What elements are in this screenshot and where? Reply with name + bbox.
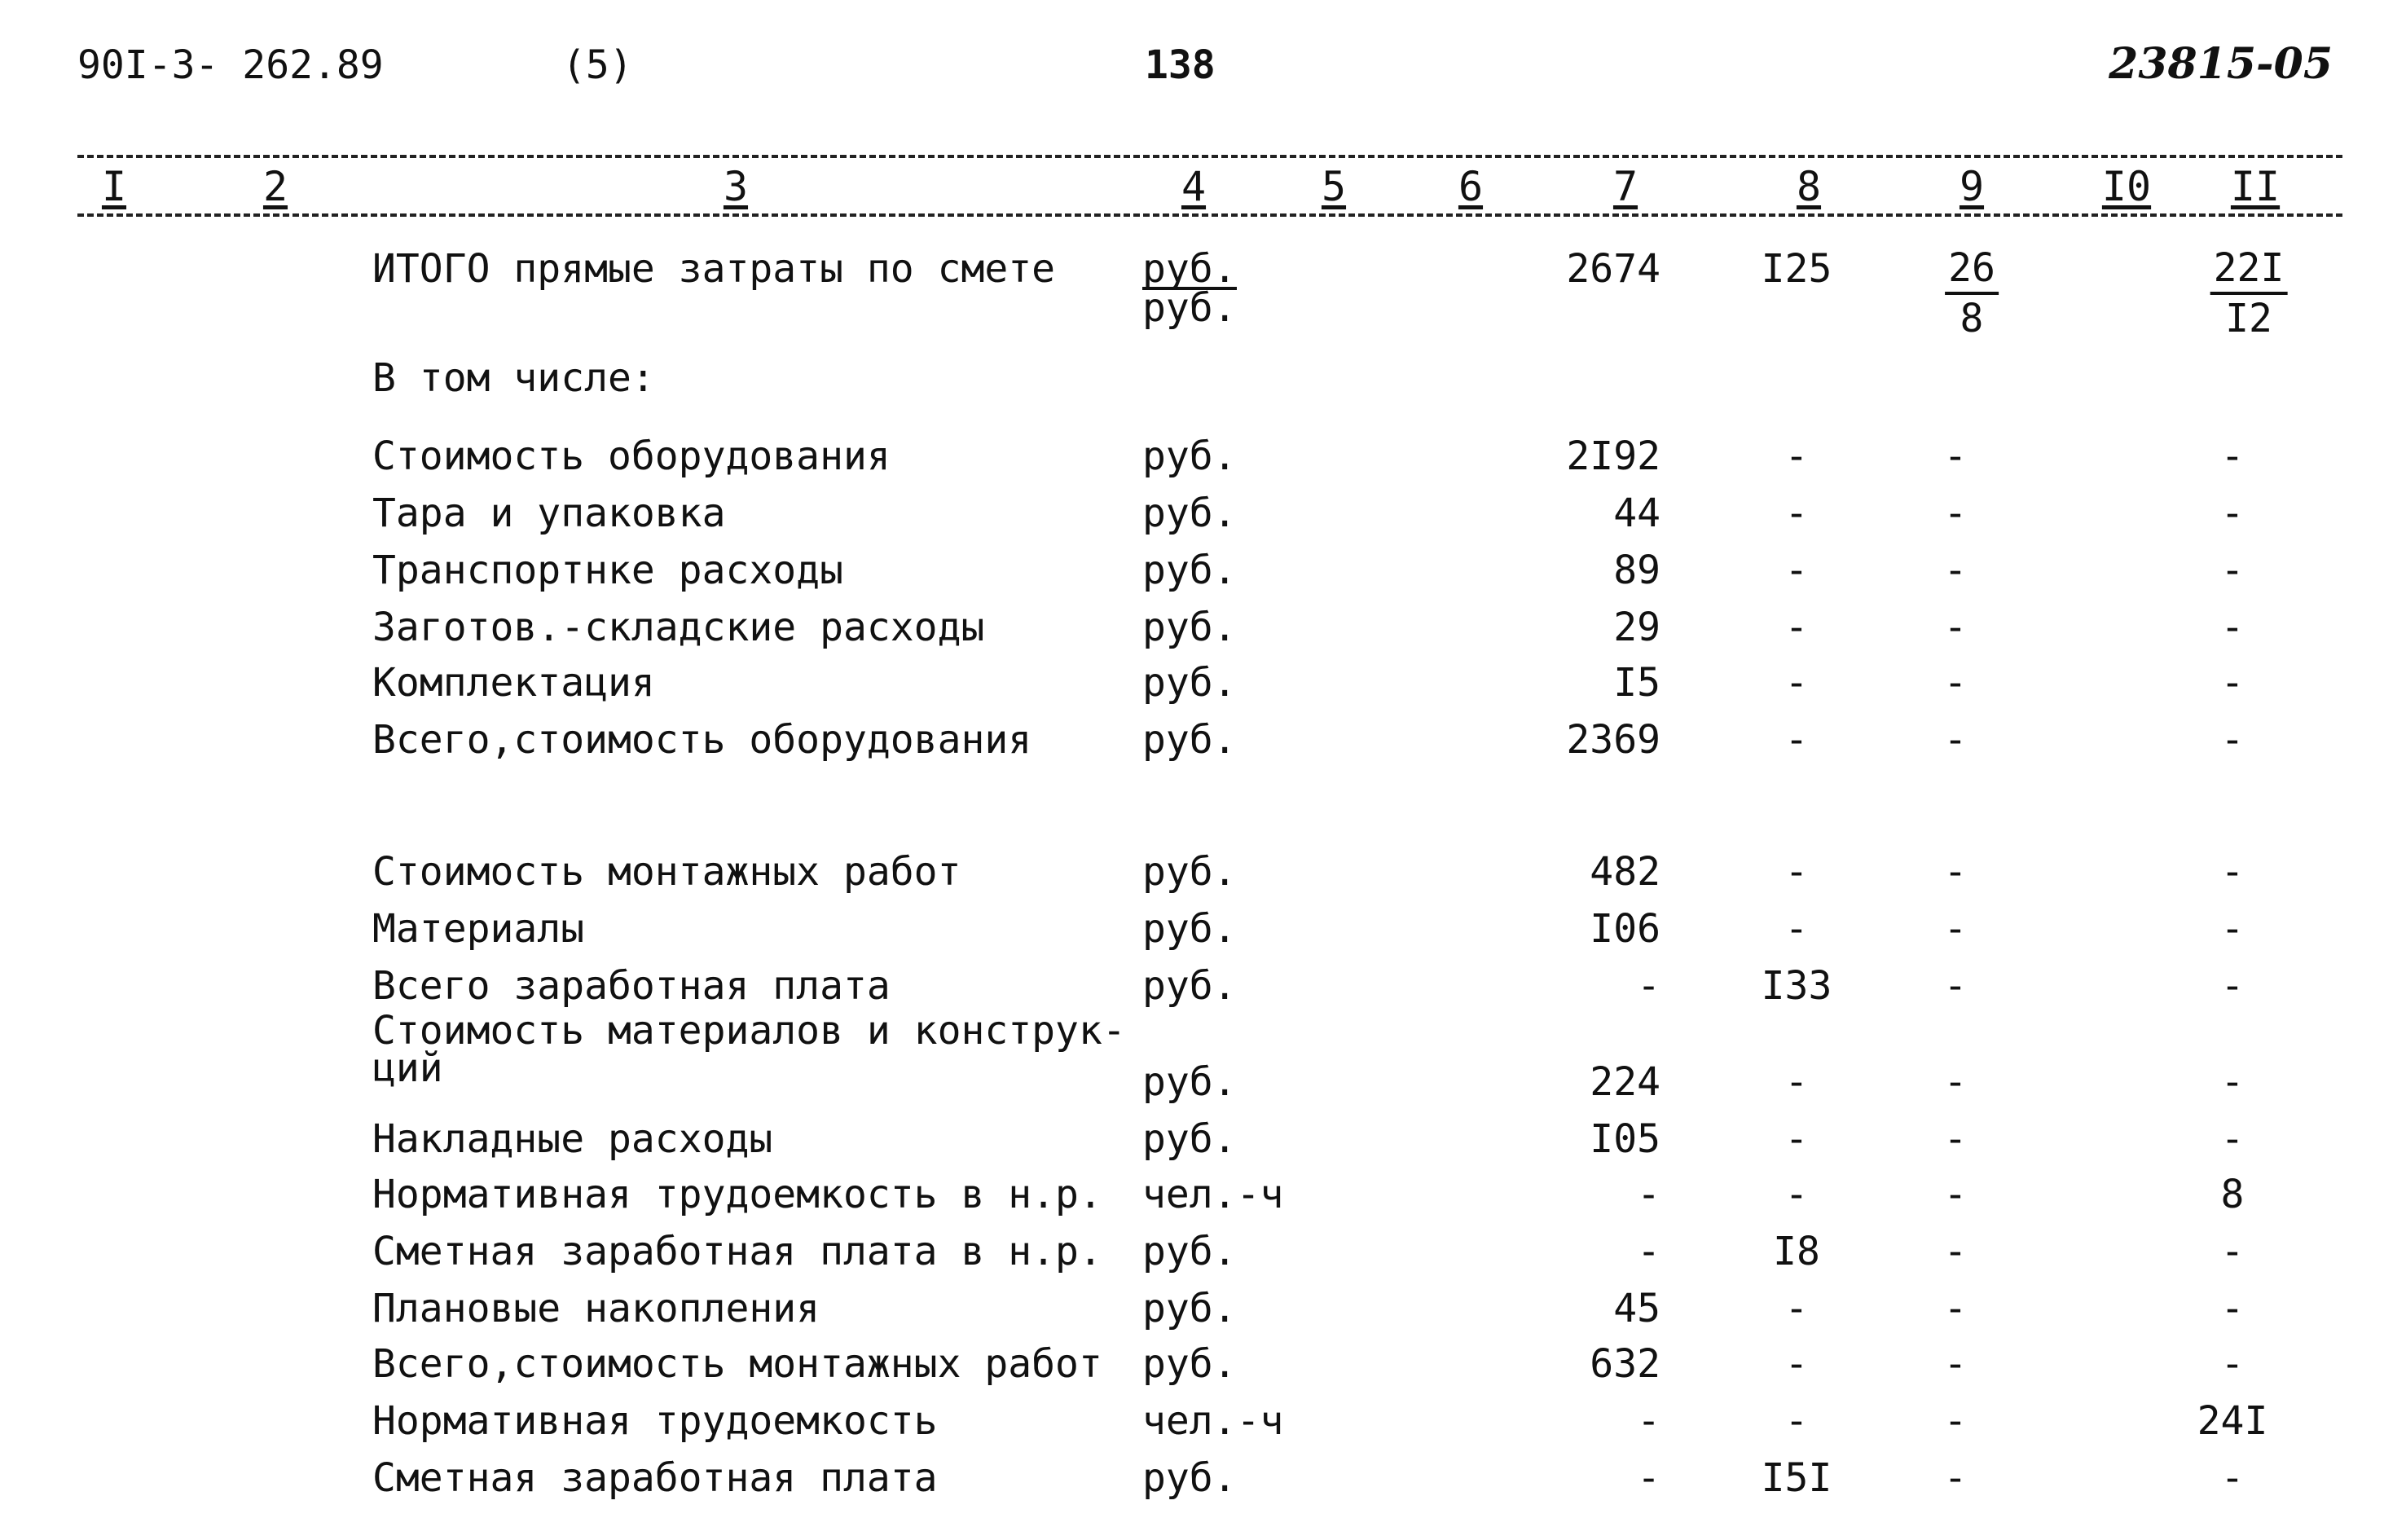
column-header-2: 2 (262, 163, 288, 210)
row-c9: - (1943, 1229, 1968, 1274)
row-name: Материалы (372, 906, 585, 952)
column-header-3: 3 (723, 163, 749, 210)
table-row (0, 1397, 2406, 1445)
row-c11: - (2220, 717, 2245, 763)
row-c8: - (1784, 491, 1809, 536)
row-c9: - (1943, 1398, 1968, 1444)
row-c11: - (2220, 1286, 2245, 1331)
row-c9: - (1943, 717, 1968, 763)
row-c9: - (1943, 605, 1968, 650)
row-name: Плановые накопления (372, 1286, 820, 1331)
document-code: 90I-3- 262.89 (77, 42, 384, 88)
row-c9: - (1943, 1116, 1968, 1162)
row-name: Стоимость оборудования (372, 433, 891, 479)
column-header-7: 7 (1612, 163, 1638, 210)
row-c8: - (1784, 1286, 1809, 1331)
row-unit: руб. (1142, 1059, 1237, 1105)
row-c11: 24I (2197, 1398, 2268, 1444)
header-top-rule (77, 155, 2342, 158)
row-name: Всего,стоимость оборудования (372, 717, 1032, 763)
row-name: Заготов.-складские расходы (372, 605, 985, 650)
total-row-c11 (2210, 244, 2288, 342)
row-c7: I06 (1590, 906, 1660, 952)
row-unit: руб. (1142, 1116, 1237, 1162)
row-c7: - (1637, 1398, 1660, 1444)
table-row (0, 1170, 2406, 1219)
row-c11: - (2220, 548, 2245, 593)
row-c9: - (1943, 660, 1968, 706)
row-c9: - (1943, 906, 1968, 952)
row-c8: - (1784, 849, 1809, 895)
row-c8: - (1784, 548, 1809, 593)
total-row-unit (1142, 246, 1237, 331)
row-c7: - (1637, 963, 1660, 1009)
row-unit: чел.-ч (1142, 1398, 1284, 1444)
table-row (0, 1115, 2406, 1164)
table-row (0, 432, 2406, 481)
row-c11: - (2220, 1229, 2245, 1274)
row-c7: 2369 (1566, 717, 1660, 763)
row-c9: - (1943, 1286, 1968, 1331)
column-header-1: I (101, 163, 127, 210)
row-c8: I5I (1761, 1455, 1832, 1501)
row-unit: руб. (1142, 491, 1237, 536)
row-c9: - (1943, 1172, 1968, 1217)
column-header-5: 5 (1321, 163, 1347, 210)
row-c8: - (1784, 717, 1809, 763)
table-row (0, 961, 2406, 1010)
row-c7: 89 (1613, 548, 1660, 593)
part-number: (5) (562, 42, 633, 88)
row-c11: - (2220, 1059, 2245, 1105)
table-row (0, 489, 2406, 538)
row-c7: 29 (1613, 605, 1660, 650)
column-header-8: 8 (1796, 163, 1822, 210)
row-name: Нормативная трудоемкость в н.р. (372, 1172, 1102, 1217)
table-row (0, 603, 2406, 652)
row-c9: - (1943, 849, 1968, 895)
row-c7: 44 (1613, 491, 1660, 536)
row-c8: - (1784, 1398, 1809, 1444)
total-row-c9-top: 26 (1945, 244, 1999, 295)
total-row-c9 (1945, 244, 1999, 342)
row-c7: I5 (1613, 660, 1660, 706)
total-row-c11-bottom: I2 (2225, 296, 2272, 341)
row-c11: - (2220, 1341, 2245, 1387)
row-c11: - (2220, 605, 2245, 650)
table-row (0, 1284, 2406, 1333)
row-c9: - (1943, 491, 1968, 536)
row-c7: 482 (1590, 849, 1660, 895)
row-c11: - (2220, 491, 2245, 536)
row-c7: 45 (1613, 1286, 1660, 1331)
row-name: Стоимость материалов и конструк- (372, 1008, 1126, 1054)
row-unit: руб. (1142, 1341, 1237, 1387)
row-c7: I05 (1590, 1116, 1660, 1162)
row-c7: - (1637, 1172, 1660, 1217)
row-unit: чел.-ч (1142, 1172, 1284, 1217)
row-c8: - (1784, 1116, 1809, 1162)
column-header-9: 9 (1959, 163, 1985, 210)
row-name: Накладные расходы (372, 1116, 773, 1162)
column-header-10: I0 (2101, 163, 2152, 210)
table-row (0, 1454, 2406, 1503)
column-header-4: 4 (1181, 163, 1207, 210)
row-name: Сметная заработная плата в н.р. (372, 1229, 1102, 1274)
row-c11: - (2220, 963, 2245, 1009)
row-c8: - (1784, 660, 1809, 706)
row-c11: - (2220, 660, 2245, 706)
column-header-11: II (2230, 163, 2281, 210)
row-name: Нормативная трудоемкость (372, 1398, 938, 1444)
row-c9: - (1943, 963, 1968, 1009)
row-name: Сметная заработная плата (372, 1455, 938, 1501)
total-row-unit-top: руб. (1142, 246, 1237, 292)
total-row-c9-bottom: 8 (1960, 296, 1984, 341)
table-row (0, 904, 2406, 953)
row-c8: - (1784, 1172, 1809, 1217)
archive-number: 23815-05 (2109, 39, 2333, 89)
table-row (0, 1008, 2406, 1107)
row-c11: - (2220, 1455, 2245, 1501)
row-unit: руб. (1142, 849, 1237, 895)
row-unit: руб. (1142, 1229, 1237, 1274)
row-unit: руб. (1142, 717, 1237, 763)
total-row-c11-top: 22I (2210, 244, 2288, 295)
row-c7: 2I92 (1566, 433, 1660, 479)
row-c11: - (2220, 1116, 2245, 1162)
row-unit: руб. (1142, 433, 1237, 479)
row-name: Тара и упаковка (372, 491, 726, 536)
row-name: Стоимость монтажных работ (372, 849, 961, 895)
row-c9: - (1943, 548, 1968, 593)
row-c7: - (1637, 1229, 1660, 1274)
total-row-name: ИТОГО прямые затраты по смете (372, 246, 1056, 292)
row-unit: руб. (1142, 605, 1237, 650)
row-c8: - (1784, 906, 1809, 952)
table-row (0, 658, 2406, 707)
row-c9: - (1943, 433, 1968, 479)
row-c9: - (1943, 1455, 1968, 1501)
table-row (0, 1340, 2406, 1388)
including-label: В том числе: (372, 355, 655, 401)
row-name: Транспортнке расходы (372, 548, 843, 593)
row-c8: I33 (1761, 963, 1832, 1009)
row-name: Всего,стоимость монтажных работ (372, 1341, 1102, 1387)
total-row-c8: I25 (1761, 246, 1832, 292)
total-row-unit-bottom: руб. (1142, 285, 1237, 331)
row-unit: руб. (1142, 660, 1237, 706)
row-c9: - (1943, 1341, 1968, 1387)
table-row (0, 715, 2406, 764)
page-number: 138 (1145, 42, 1216, 88)
row-unit: руб. (1142, 963, 1237, 1009)
row-unit: руб. (1142, 1455, 1237, 1501)
row-unit: руб. (1142, 906, 1237, 952)
row-c8: - (1784, 433, 1809, 479)
table-row (0, 1227, 2406, 1276)
row-c7: 632 (1590, 1341, 1660, 1387)
table-row (0, 546, 2406, 595)
row-c9: - (1943, 1059, 1968, 1105)
row-name: Всего заработная плата (372, 963, 891, 1009)
row-c8: I8 (1773, 1229, 1820, 1274)
row-c8: - (1784, 1341, 1809, 1387)
column-header-6: 6 (1458, 163, 1484, 210)
total-row (0, 244, 2406, 341)
row-name: Комплектация (372, 660, 655, 706)
row-unit: руб. (1142, 1286, 1237, 1331)
table-row (0, 847, 2406, 896)
row-c11: - (2220, 433, 2245, 479)
row-c8: - (1784, 1059, 1809, 1105)
row-unit: руб. (1142, 548, 1237, 593)
header-bottom-rule (77, 213, 2342, 217)
total-row-c7: 2674 (1566, 246, 1660, 292)
row-c11: 8 (2220, 1172, 2245, 1217)
row-name-continued: ций (372, 1045, 443, 1091)
row-c8: - (1784, 605, 1809, 650)
row-c11: - (2220, 906, 2245, 952)
row-c7: 224 (1590, 1059, 1660, 1105)
row-c7: - (1637, 1455, 1660, 1501)
row-c11: - (2220, 849, 2245, 895)
